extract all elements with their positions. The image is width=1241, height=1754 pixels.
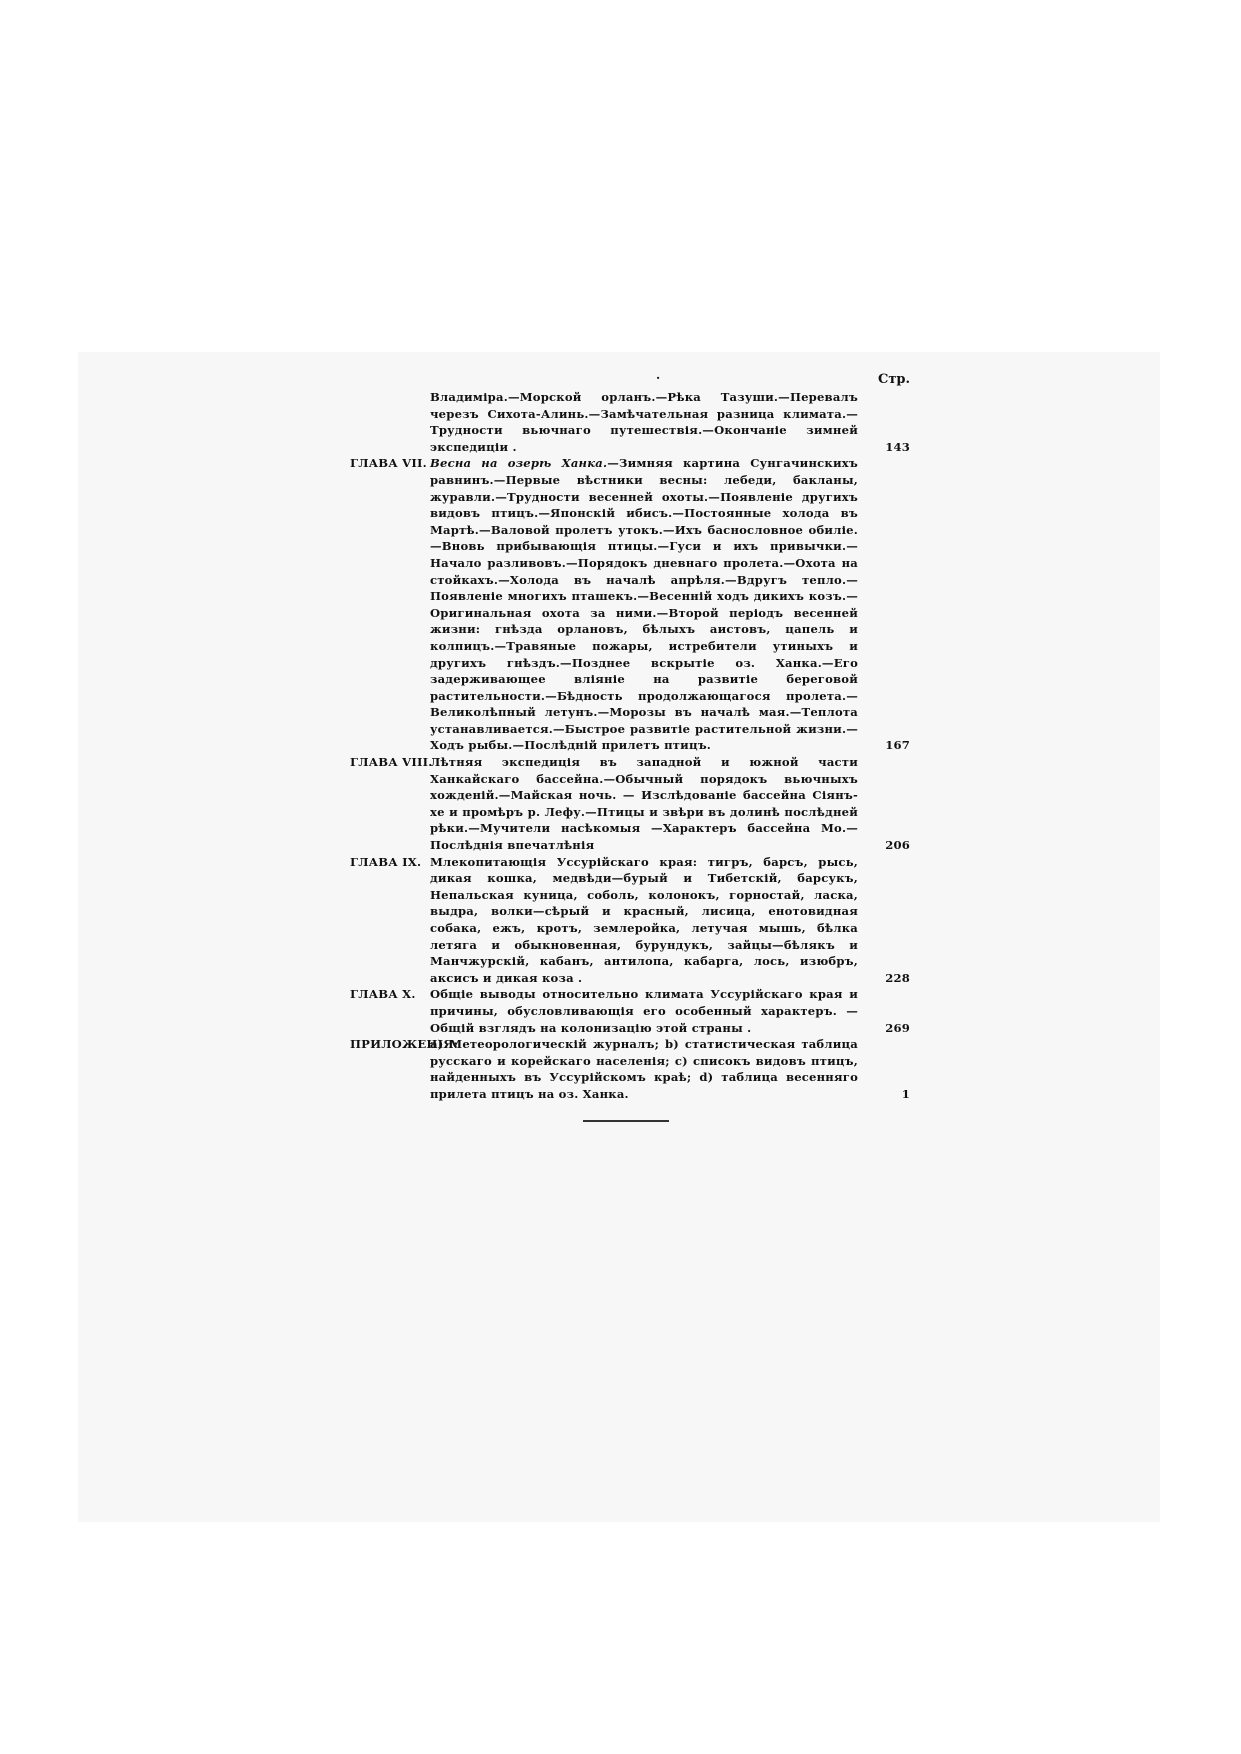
toc-entry-label: ГЛАВА VIII. xyxy=(350,755,433,770)
toc-entry-chapter-10 xyxy=(350,986,910,1036)
toc-entry-text: Общіе выводы относительно климата Уссурійскаго края и причины, обусловливающія его особенный характеръ. — Общій взглядъ на колонизацію этой страны . xyxy=(430,987,858,1035)
toc-entry-continued xyxy=(350,383,910,455)
toc-entry-text: Лѣтняя экспедиція въ западной и южной части Ханкайскаго бассейна.—Обычный порядокъ вьючныхъ хожденій.—Майская ночь. — Изслѣдованіе бассейна Сіянъ-хе и промѣръ р. Лефу.—Птицы и звѣри въ долинѣ послѣдней рѣки.—Мучители насѣкомыя —Характеръ бассейна Мо.—Послѣднія впечатлѣнія xyxy=(430,755,858,853)
toc-entry-appendices xyxy=(350,1036,910,1102)
toc-entry-title: Весна на озерѣ Ханка. xyxy=(430,456,608,471)
toc-entry-text: Млекопитающія Уссурійскаго края: тигръ, барсъ, рысь, дикая кошка, медвѣди—бурый и Тибетскій, барсукъ, Непальская куница, соболь, колонокъ, горностай, ласка, выдра, волки—сѣрый и красный, лисица, енотовидная собака, ежъ, кротъ, землеройка, летучая мышь, бѣлка летяга и обыкновенная, бурундукъ, зайцы—бѣлякъ и Манчжурскій, кабанъ, антилопа, кабарга, лось, изюбръ, аксисъ и дикая коза . xyxy=(430,854,858,985)
page-column-label: Стр. xyxy=(877,372,910,387)
toc-entry-text: —Зимняя картина Сунгачинскихъ равнинъ.—Первые вѣстники весны: лебеди, бакланы, журавли.—Трудности весенней охоты.—Появленіе другихъ видовъ птицъ.—Японскій ибисъ.—Постоянные холода въ Мартѣ.—Валовой пролетъ утокъ.—Ихъ баснословное обиліе.—Вновь прибывающія птицы.—Гуси и ихъ привычки.—Начало разливовъ.—Порядокъ дневнаго пролета.—Охота на стойкахъ.—Холода въ началѣ апрѣля.—Вдругъ тепло.—Появленіе многихъ пташекъ.—Весенній ходъ дикихъ козъ.—Оригинальная охота за ними.—Второй періодъ весенней жизни: гнѣзда орлановъ, бѣлыхъ аистовъ, цапель и колпицъ.—Травяные пожары, истребители утиныхъ и другихъ гнѣздъ.—Позднее вскрытіе оз. Ханка.—Его задерживающее вліяніе на развитіе береговой растительности.—Бѣдность продолжающагося пролета.—Великолѣпный летунъ.—Морозы въ началѣ мая.—Теплота устанавливается.—Быстрое развитіе растительной жизни.—Ходъ рыбы.—Послѣдній прилетъ птицъ. xyxy=(430,456,858,753)
toc-entry-page: 167 xyxy=(885,738,910,753)
toc-entry-page: 206 xyxy=(885,838,910,853)
toc-entry-page: 1 xyxy=(901,1086,910,1101)
toc-entry-chapter-8 xyxy=(350,754,910,854)
toc-entry-label: ГЛАВА VII. xyxy=(350,456,427,471)
end-rule xyxy=(583,1120,669,1122)
toc-entry-text: Владиміра.—Морской орланъ.—Рѣка Тазуши.—Перевалъ черезъ Сихота-Алинь.—Замѣчательная разница климата.—Трудности вьючнаго путешествія.—Окончаніе зимней экспедиціи . xyxy=(430,390,858,454)
toc-entry-page: 269 xyxy=(885,1020,910,1035)
toc-entry-page: 143 xyxy=(885,439,910,454)
toc-entry-chapter-9 xyxy=(350,854,910,987)
dot-mark: . xyxy=(656,368,661,382)
toc-entry-label: ГЛАВА X. xyxy=(350,987,416,1002)
toc-entry-chapter-7 xyxy=(350,455,910,754)
table-of-contents xyxy=(350,368,910,1103)
toc-entry-body xyxy=(430,455,858,754)
toc-entry-page: 228 xyxy=(885,970,910,985)
toc-entry-label: ПРИЛОЖЕНІЯ: xyxy=(350,1037,459,1052)
toc-entry-text: а) Метеорологическій журналъ; b) статистическая таблица русскаго и корейскаго населенія; c) списокъ видовъ птицъ, найденныхъ въ Уссурійскомъ краѣ; d) таблица весенняго прилета птицъ на оз. Ханка. xyxy=(430,1037,858,1101)
toc-entry-label: ГЛАВА IX. xyxy=(350,854,422,869)
